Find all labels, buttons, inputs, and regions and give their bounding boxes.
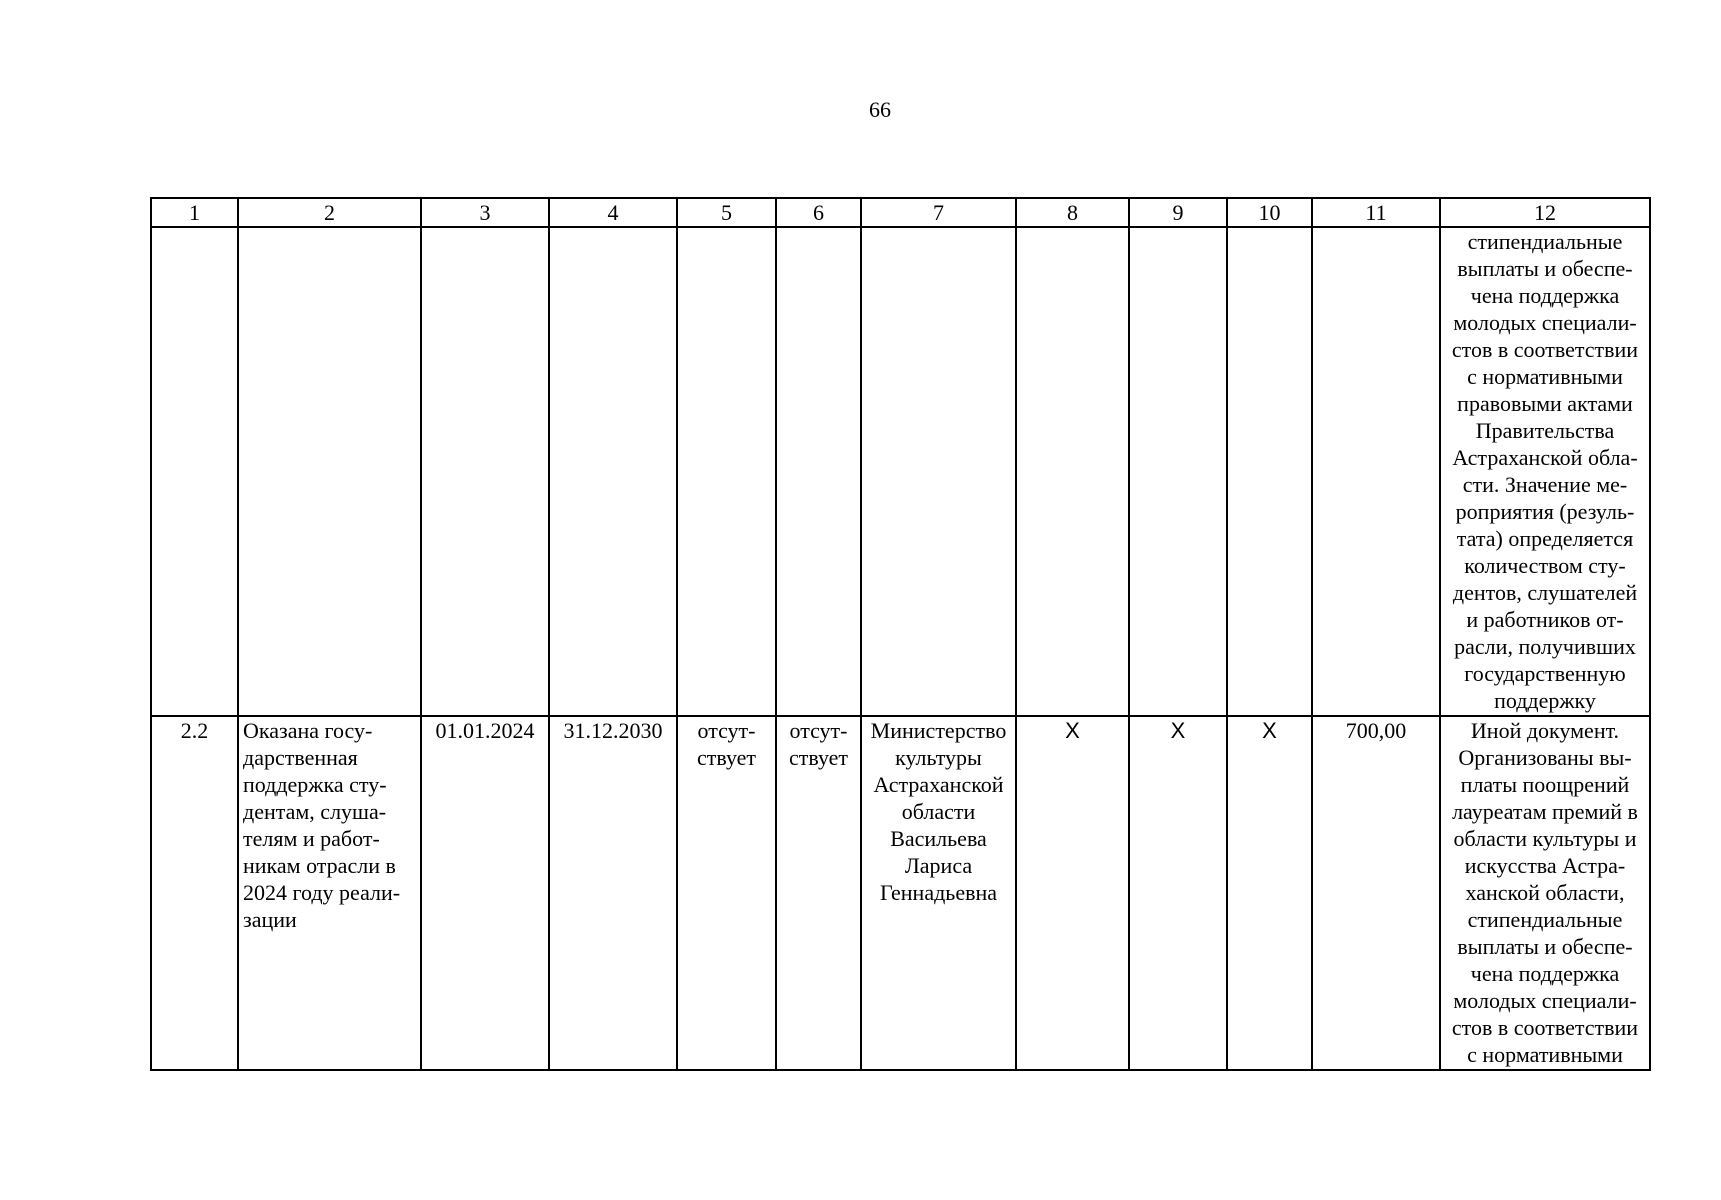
column-number: 6 bbox=[776, 198, 861, 227]
empty-cell bbox=[549, 227, 677, 716]
column-number: 10 bbox=[1227, 198, 1312, 227]
start-date: 01.01.2024 bbox=[421, 716, 549, 1070]
col10-value: X bbox=[1227, 716, 1312, 1070]
column-number: 8 bbox=[1016, 198, 1129, 227]
empty-cell bbox=[238, 227, 421, 716]
end-date: 31.12.2030 bbox=[549, 716, 677, 1070]
responsible-person: Министерство культуры Астраханской области Васильева Лариса Геннадьевна bbox=[861, 716, 1016, 1070]
empty-cell bbox=[1016, 227, 1129, 716]
col5-value: отсут- ствует bbox=[677, 716, 776, 1070]
amount: 700,00 bbox=[1312, 716, 1440, 1070]
empty-cell bbox=[421, 227, 549, 716]
column-number: 12 bbox=[1440, 198, 1650, 227]
table-row-2-2 bbox=[151, 716, 1650, 1070]
document-table bbox=[150, 197, 1651, 1071]
col9-value: X bbox=[1129, 716, 1227, 1070]
column-number: 5 bbox=[677, 198, 776, 227]
empty-cell bbox=[1312, 227, 1440, 716]
column-number: 1 bbox=[151, 198, 238, 227]
empty-cell bbox=[776, 227, 861, 716]
row-number: 2.2 bbox=[151, 716, 238, 1070]
continuation-row bbox=[151, 227, 1650, 716]
column-number-row bbox=[151, 198, 1650, 227]
continued-result-text: стипендиальные выплаты и обеспе- чена поддержка молодых специали- стов в соответствии с нормативными правовыми актами Правительства Астраханской обла- сти. Значение ме- роприятия (резуль- тата) определяется количеством сту- дентов, слушателей и работников от- расли, получивших государственную поддержку bbox=[1440, 227, 1650, 716]
column-number: 7 bbox=[861, 198, 1016, 227]
empty-cell bbox=[861, 227, 1016, 716]
column-number: 2 bbox=[238, 198, 421, 227]
empty-cell bbox=[1227, 227, 1312, 716]
empty-cell bbox=[151, 227, 238, 716]
empty-cell bbox=[677, 227, 776, 716]
page-number: 66 bbox=[869, 97, 891, 122]
col8-value: X bbox=[1016, 716, 1129, 1070]
event-name: Оказана госу- дарственная поддержка сту- дентам, слуша- телям и работ- никам отрасли в 2024 году реали- зации bbox=[238, 716, 421, 1070]
empty-cell bbox=[1129, 227, 1227, 716]
result-text: Иной документ. Организованы вы- платы поощрений лауреатам премий в области культуры и искусства Астра- ханской области, стипендиальные выплаты и обеспе- чена поддержка молодых специали- стов в соответствии с нормативными bbox=[1440, 716, 1650, 1070]
column-number: 9 bbox=[1129, 198, 1227, 227]
column-number: 11 bbox=[1312, 198, 1440, 227]
col6-value: отсут- ствует bbox=[776, 716, 861, 1070]
column-number: 3 bbox=[421, 198, 549, 227]
column-number: 4 bbox=[549, 198, 677, 227]
